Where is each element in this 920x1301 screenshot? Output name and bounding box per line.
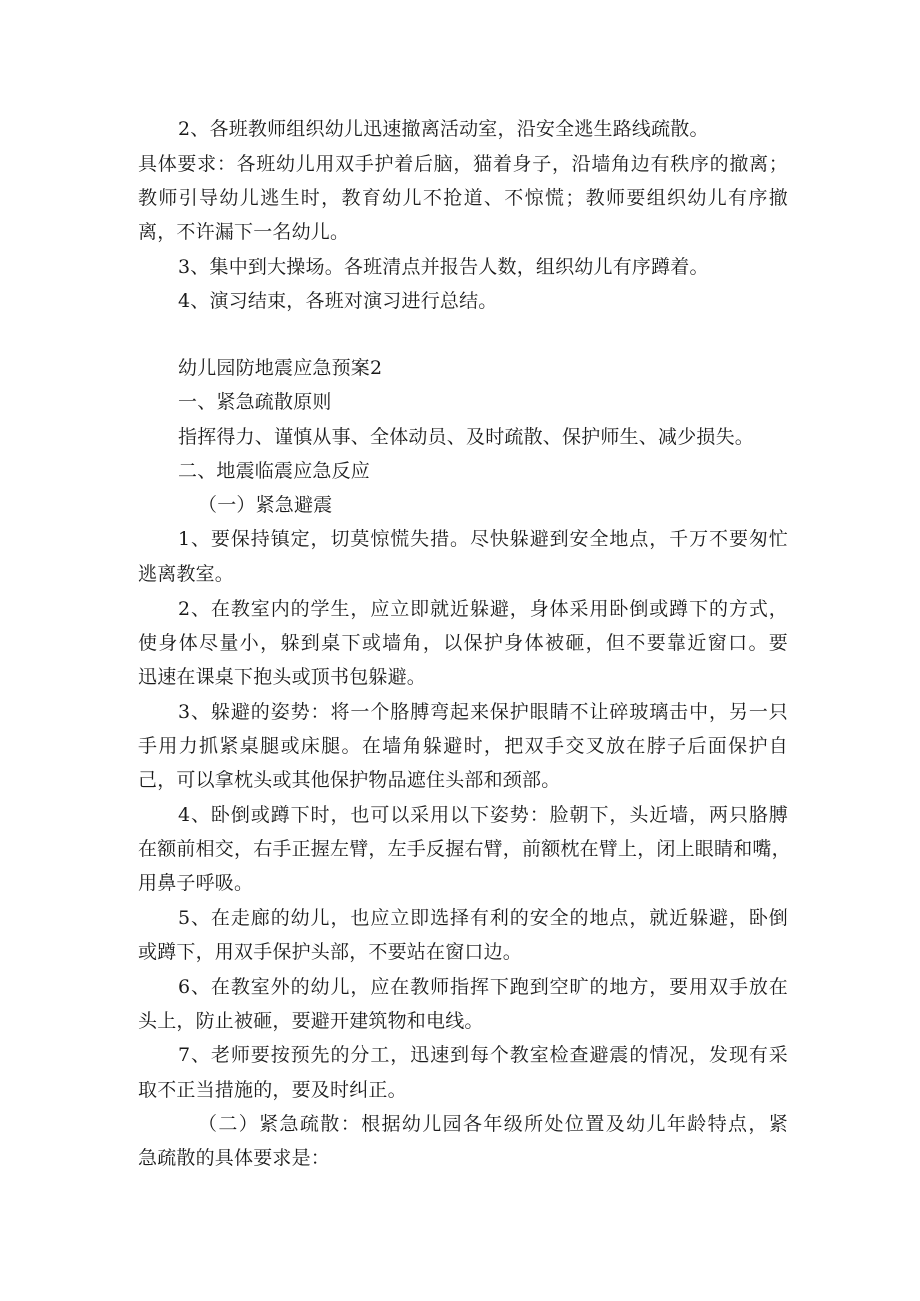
paragraph-line: 己，可以拿枕头或其他保护物品遮住头部和颈部。	[138, 769, 561, 791]
paragraph-line: （二）紧急疏散：根据幼儿园各年级所处位置及幼儿年龄特点，紧	[198, 1113, 788, 1135]
paragraph-line: 指挥得力、谨慎从事、全体动员、及时疏散、保护师生、减少损失。	[178, 426, 755, 448]
paragraph-line: 2、各班教师组织幼儿迅速撤离活动室，沿安全逃生路线疏散。	[178, 118, 709, 140]
subsection-heading: （一）紧急避震	[198, 494, 333, 516]
paragraph-line: 逃离教室。	[138, 563, 235, 585]
paragraph-line: 迅速在课桌下抱头或顶书包躲避。	[138, 666, 427, 688]
paragraph-line: 3、躲避的姿势：将一个胳膊弯起来保护眼睛不让碎玻璃击中，另一只	[178, 701, 788, 723]
paragraph-line: 或蹲下，用双手保护头部，不要站在窗口边。	[138, 941, 523, 963]
paragraph-line: 3、集中到大操场。各班清点并报告人数，组织幼儿有序蹲着。	[178, 256, 709, 278]
section-heading: 一、紧急疏散原则	[178, 391, 332, 413]
paragraph-line: 使身体尽量小，躲到桌下或墙角，以保护身体被砸，但不要靠近窗口。要	[138, 632, 788, 654]
paragraph-line: 7、老师要按预先的分工，迅速到每个教室检查避震的情况，发现有采	[178, 1044, 788, 1066]
paragraph-line: 1、要保持镇定，切莫惊慌失措。尽快躲避到安全地点，千万不要匆忙	[178, 528, 788, 550]
section-heading: 二、地震临震应急反应	[178, 460, 371, 482]
paragraph-line: 离，不许漏下一名幼儿。	[138, 221, 350, 243]
paragraph-line: 急疏散的具体要求是：	[138, 1147, 331, 1169]
paragraph-line: 取不正当措施的，要及时纠正。	[138, 1079, 407, 1101]
paragraph-line: 4、卧倒或蹲下时，也可以采用以下姿势：脸朝下，头近墙，两只胳膊	[178, 804, 788, 826]
paragraph-line: 手用力抓紧桌腿或床腿。在墙角躲避时，把双手交叉放在脖子后面保护自	[138, 735, 788, 757]
paragraph-line: 5、在走廊的幼儿，也应立即选择有利的安全的地点，就近躲避，卧倒	[178, 907, 788, 929]
paragraph-line: 具体要求：各班幼儿用双手护着后脑，猫着身子，沿墙角边有秩序的撤离；	[138, 153, 788, 175]
paragraph-line: 教师引导幼儿逃生时，教育幼儿不抢道、不惊慌；教师要组织幼儿有序撤	[138, 187, 788, 209]
paragraph-line: 2、在教室内的学生，应立即就近躲避，身体采用卧倒或蹲下的方式，	[178, 598, 788, 620]
paragraph-line: 头上，防止被砸，要避开建筑物和电线。	[138, 1010, 484, 1032]
section-title: 幼儿园防地震应急预案2	[178, 357, 383, 379]
paragraph-line: 在额前相交，右手正握左臂，左手反握右臂，前额枕在臂上，闭上眼睛和嘴，	[138, 838, 791, 860]
paragraph-line: 6、在教室外的幼儿，应在教师指挥下跑到空旷的地方，要用双手放在	[178, 976, 788, 998]
paragraph-line: 4、演习结束，各班对演习进行总结。	[178, 290, 498, 312]
paragraph-line: 用鼻子呼吸。	[138, 872, 254, 894]
